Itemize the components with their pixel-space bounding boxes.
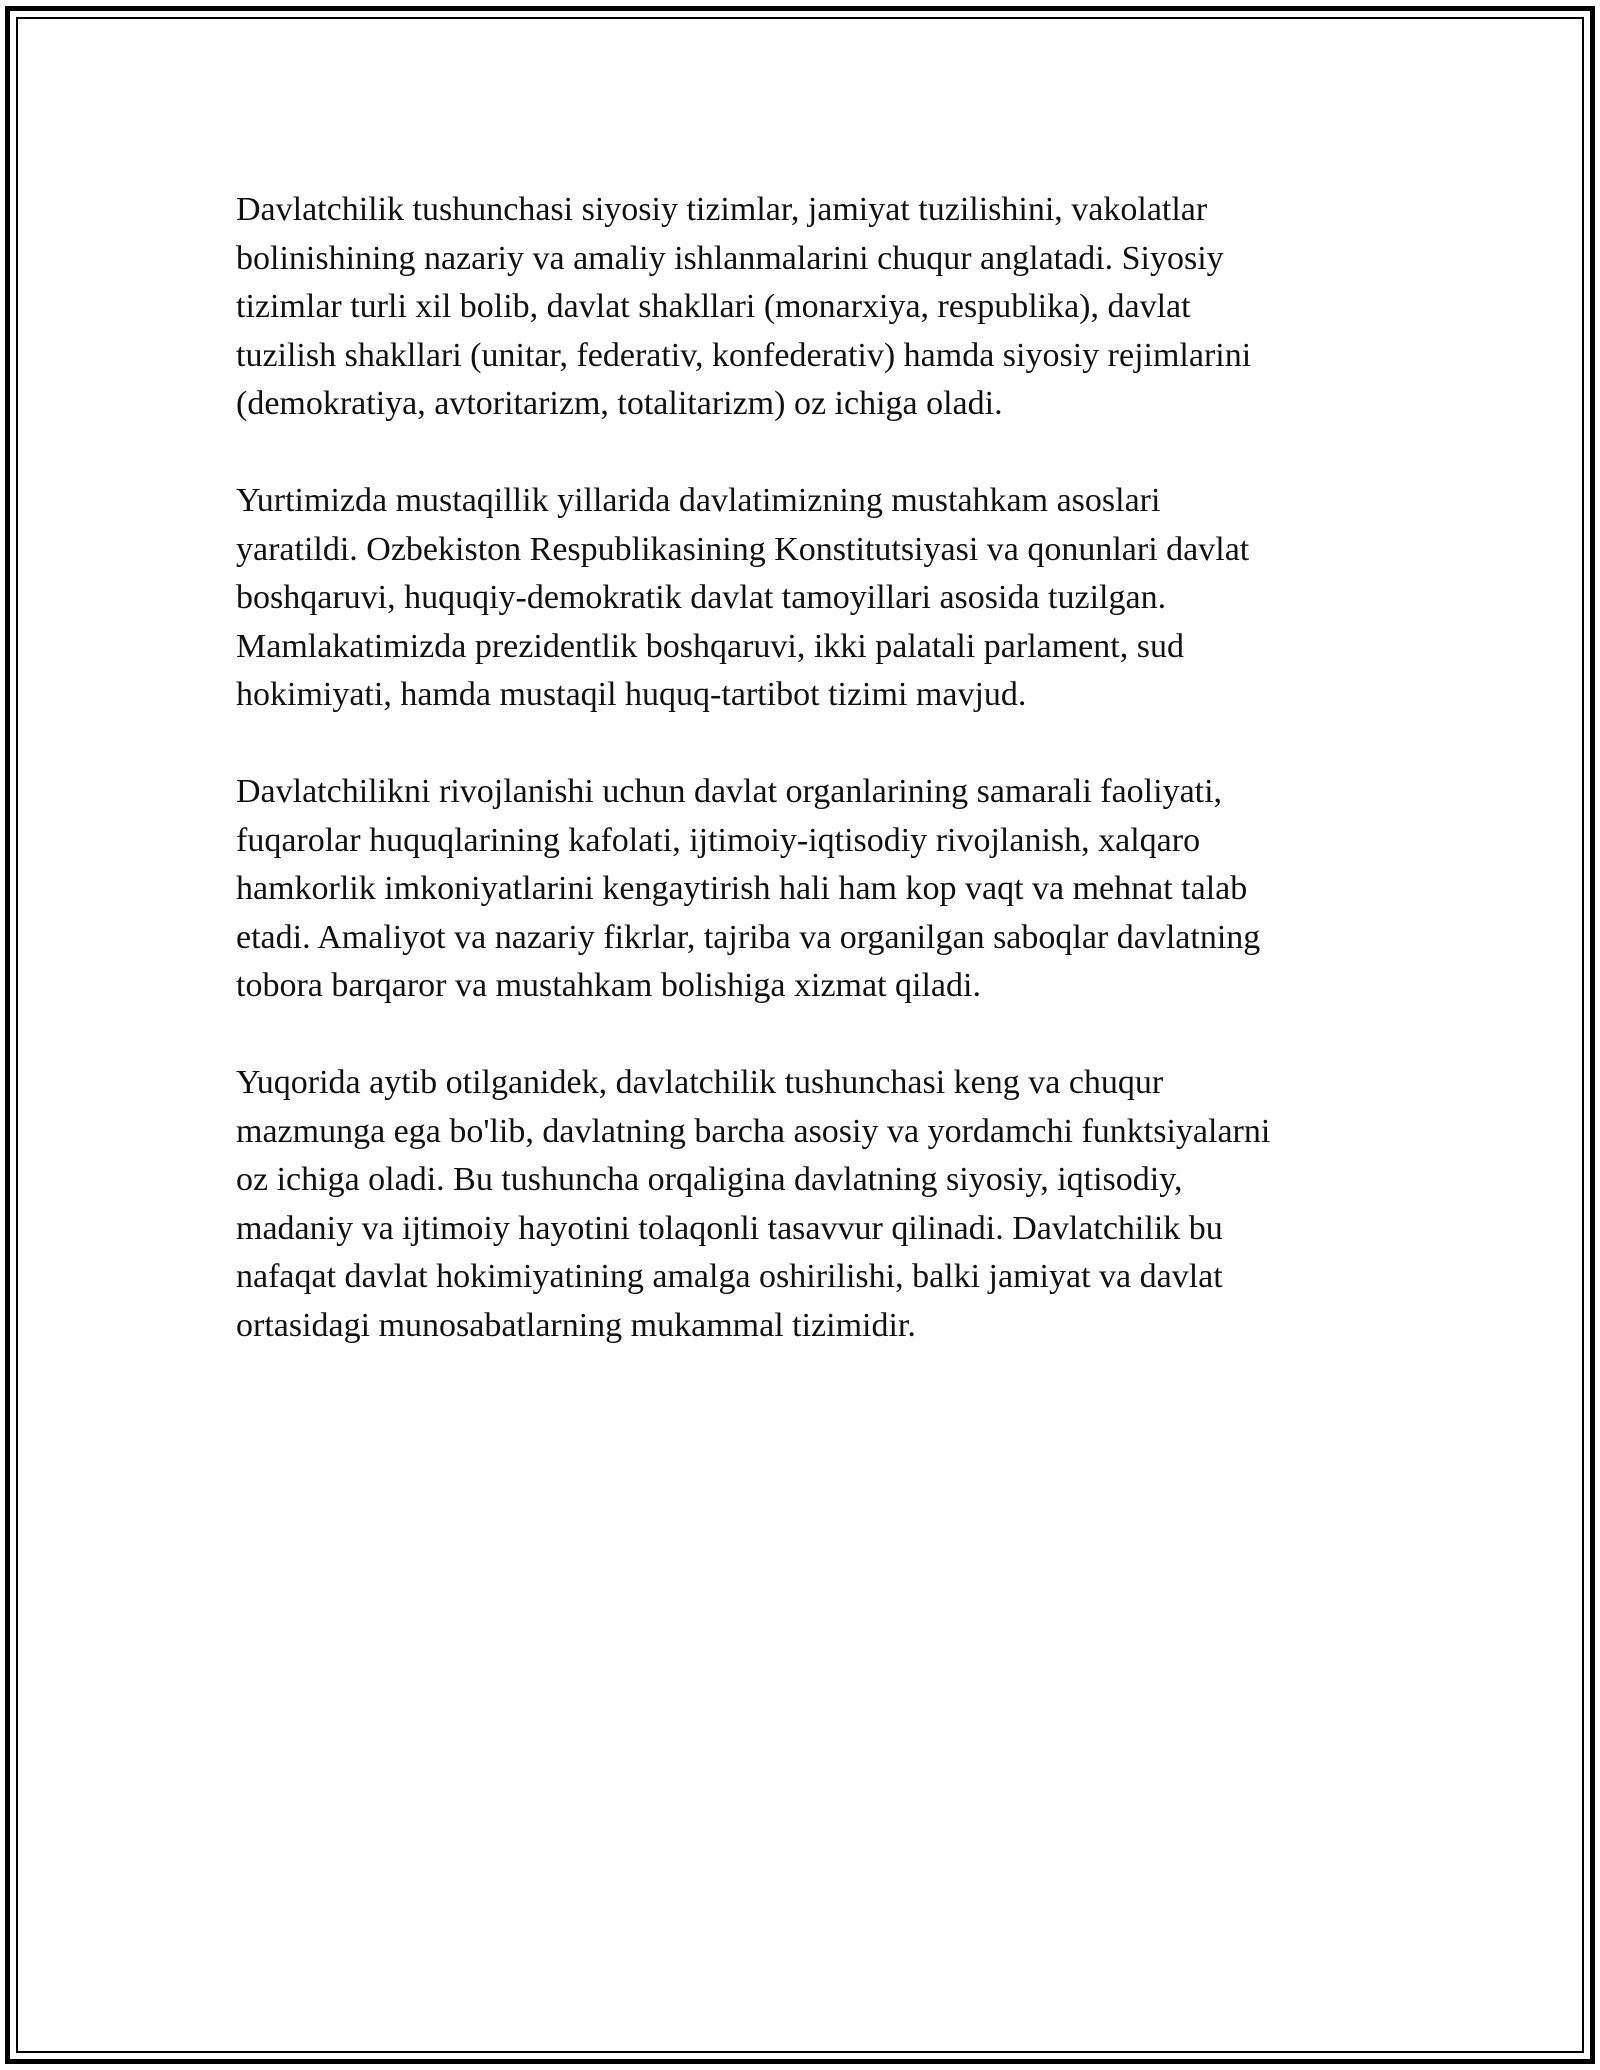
text-line: nafaqat davlat hokimiyatining amalga oshirilishi, balki jamiyat va davlat — [236, 1258, 1223, 1295]
text-line: yaratildi. Ozbekiston Respublikasining Konstitutsiyasi va qonunlari davlat — [236, 530, 1250, 568]
paragraph-4 — [236, 1059, 1376, 1350]
text-line: madaniy va ijtimoiy hayotini tolaqonli tasavvur qilinadi. Davlatchilik bu — [236, 1209, 1223, 1247]
text-line: hamkorlik imkoniyatlarini kengaytirish hali ham kop vaqt va mehnat talab — [236, 870, 1248, 907]
paragraph-1 — [236, 186, 1376, 429]
text-line: oz ichiga oladi. Bu tushuncha orqaligina davlatning siyosiy, iqtisodiy, — [236, 1161, 1183, 1198]
text-line: Mamlakatimizda prezidentlik boshqaruvi, ikki palatali parlament, sud — [236, 627, 1184, 665]
paragraph-3 — [236, 768, 1376, 1011]
text-line: etadi. Amaliyot va nazariy fikrlar, tajriba va organilgan saboqlar davlatning — [236, 918, 1261, 956]
text-line: tobora barqaror va mustahkam bolishiga xizmat qiladi. — [236, 967, 981, 1004]
text-line: hokimiyati, hamda mustaqil huquq-tartibot tizimi mavjud. — [236, 676, 1027, 713]
text-line: tuzilish shakllari (unitar, federativ, konfederativ) hamda siyosiy rejimlarini — [236, 336, 1252, 374]
text-line: boshqaruvi, huquqiy-demokratik davlat tamoyillari asosida tuzilgan. — [236, 579, 1167, 616]
text-line: Yurtimizda mustaqillik yillarida davlatimizning mustahkam asoslari — [236, 482, 1161, 519]
text-line: fuqarolar huquqlarining kafolati, ijtimoiy-iqtisodiy rivojlanish, xalqaro — [236, 821, 1201, 859]
text-line: ortasidagi munosabatlarning mukammal tizimidir. — [236, 1306, 916, 1344]
paragraph-2 — [236, 477, 1376, 720]
text-line: bolinishining nazariy va amaliy ishlanmalarini chuqur anglatadi. Siyosiy — [236, 239, 1224, 277]
text-line: Davlatchilik tushunchasi siyosiy tizimlar, jamiyat tuzilishini, vakolatlar — [236, 191, 1208, 228]
text-line: Davlatchilikni rivojlanishi uchun davlat organlarining samarali faoliyati, — [236, 773, 1223, 810]
document-body — [236, 186, 1376, 1399]
text-line: mazmunga ega bo'lib, davlatning barcha asosiy va yordamchi funktsiyalarni — [236, 1112, 1271, 1150]
text-line: tizimlar turli xil bolib, davlat shakllari (monarxiya, respublika), davlat — [236, 288, 1191, 325]
text-line: Yuqorida aytib otilganidek, davlatchilik tushunchasi keng va chuqur — [236, 1064, 1164, 1101]
text-line: (demokratiya, avtoritarizm, totalitarizm) oz ichiga oladi. — [236, 385, 1003, 422]
